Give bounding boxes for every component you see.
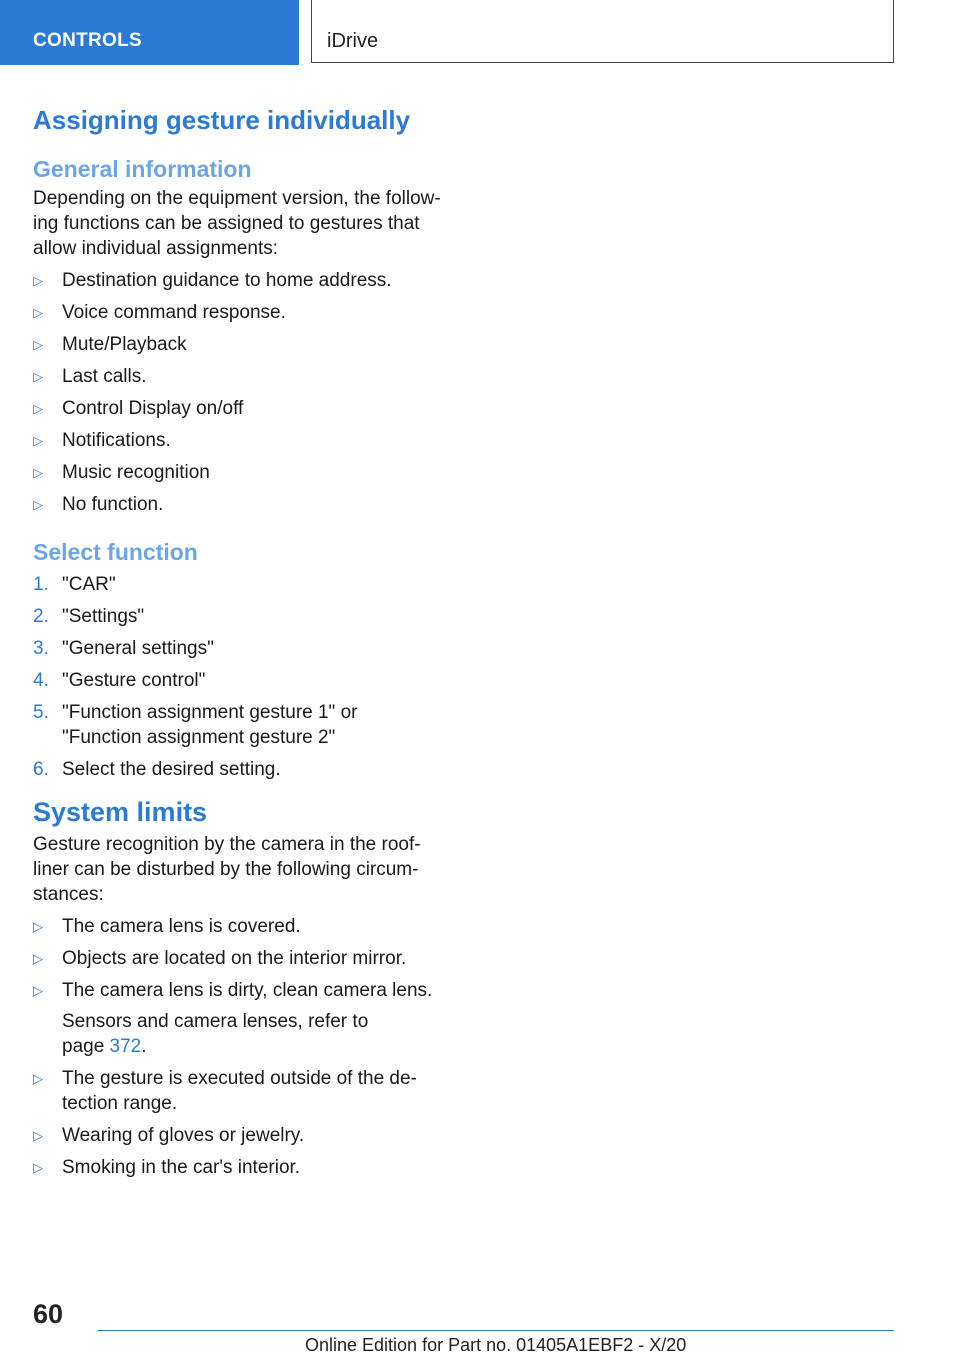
bullet-triangle-icon: ▷ xyxy=(33,983,43,998)
bullet-triangle-icon: ▷ xyxy=(33,497,43,512)
step-item xyxy=(33,757,453,782)
step-item xyxy=(33,668,453,693)
system-limits-list xyxy=(33,914,453,1180)
step-text: "Gesture control" xyxy=(62,670,206,691)
step-item xyxy=(33,700,453,750)
bullet-triangle-icon: ▷ xyxy=(33,1071,43,1086)
bullet-triangle-icon: ▷ xyxy=(33,401,43,416)
select-function-heading: Select function xyxy=(33,539,198,565)
list-item xyxy=(33,268,453,293)
gesture-function-list xyxy=(33,268,453,517)
system-limits-heading: System limits xyxy=(33,797,208,827)
limits-intro-line: Gesture recognition by the camera in the roof- xyxy=(33,834,421,855)
list-item xyxy=(33,428,453,453)
list-item-text: tection range. xyxy=(62,1093,178,1114)
list-item xyxy=(33,1066,453,1116)
note-text: Sensors and camera lenses, refer to xyxy=(62,1011,369,1032)
list-item-text: Music recognition xyxy=(62,462,210,483)
step-number: 5. xyxy=(33,702,49,723)
footer-divider xyxy=(97,1330,894,1331)
page-reference-link[interactable]: 372 xyxy=(109,1036,142,1057)
list-item-text: Destination guidance to home address. xyxy=(62,270,392,291)
note-prefix: page xyxy=(62,1036,110,1057)
list-item xyxy=(33,946,453,971)
general-intro-line: Depending on the equipment version, the follow- xyxy=(33,188,441,209)
footer-edition-text: Online Edition for Part no. 01405A1EBF2 - X/20 xyxy=(305,1335,687,1355)
header-chapter-label: iDrive xyxy=(327,30,379,52)
list-item-text: Smoking in the car's interior. xyxy=(62,1157,301,1178)
limits-intro-line: liner can be disturbed by the following circum- xyxy=(33,859,419,880)
list-item-text: The gesture is executed outside of the de- xyxy=(62,1068,417,1089)
list-item xyxy=(33,364,453,389)
list-item-text: Objects are located on the interior mirror. xyxy=(62,948,407,969)
limits-intro-line: stances: xyxy=(33,884,104,905)
general-intro-line: ing functions can be assigned to gestures that xyxy=(33,213,420,234)
list-item-text: Mute/Playback xyxy=(62,334,187,355)
step-number: 1. xyxy=(33,574,49,595)
list-item-text: Wearing of gloves or jewelry. xyxy=(62,1125,305,1146)
step-text: "Settings" xyxy=(62,606,145,627)
step-number: 2. xyxy=(33,606,49,627)
step-text: "CAR" xyxy=(62,574,116,595)
list-item xyxy=(33,332,453,357)
general-intro-line: allow individual assignments: xyxy=(33,238,279,259)
step-text: Select the desired setting. xyxy=(62,759,281,780)
step-item xyxy=(33,604,453,629)
bullet-triangle-icon: ▷ xyxy=(33,1160,43,1175)
step-text: "Function assignment gesture 2" xyxy=(62,727,336,748)
step-number: 6. xyxy=(33,759,49,780)
limits-intro xyxy=(33,832,453,907)
select-function-steps xyxy=(33,572,453,782)
cross-reference-note xyxy=(62,1009,453,1059)
list-item-text: Control Display on/off xyxy=(62,398,244,419)
bullet-triangle-icon: ▷ xyxy=(33,433,43,448)
list-item-text: Voice command response. xyxy=(62,302,286,323)
list-item xyxy=(33,914,453,939)
step-text: "General settings" xyxy=(62,638,214,659)
list-item xyxy=(33,1155,453,1180)
bullet-triangle-icon: ▷ xyxy=(33,1128,43,1143)
bullet-triangle-icon: ▷ xyxy=(33,951,43,966)
step-item xyxy=(33,636,453,661)
page-title: Assigning gesture individually xyxy=(33,105,411,135)
header-section-tab xyxy=(0,0,299,65)
bullet-triangle-icon: ▷ xyxy=(33,465,43,480)
list-item xyxy=(33,1123,453,1148)
page-number: 60 xyxy=(33,1299,64,1329)
step-number: 4. xyxy=(33,670,49,691)
bullet-triangle-icon: ▷ xyxy=(33,305,43,320)
list-item-text: No function. xyxy=(62,494,164,515)
list-item xyxy=(33,492,453,517)
header-chapter-box xyxy=(311,0,894,63)
general-information-heading: General information xyxy=(33,156,252,182)
page-content xyxy=(33,100,453,1180)
list-item-text: The camera lens is dirty, clean camera lens. xyxy=(62,980,433,1001)
list-item xyxy=(33,978,453,1059)
note-suffix: . xyxy=(141,1036,147,1057)
bullet-triangle-icon: ▷ xyxy=(33,337,43,352)
list-item-text: Notifications. xyxy=(62,430,171,451)
list-item xyxy=(33,396,453,421)
bullet-triangle-icon: ▷ xyxy=(33,369,43,384)
step-item xyxy=(33,572,453,597)
list-item xyxy=(33,300,453,325)
bullet-triangle-icon: ▷ xyxy=(33,273,43,288)
general-intro xyxy=(33,186,453,261)
step-text: "Function assignment gesture 1" or xyxy=(62,702,358,723)
list-item-text: The camera lens is covered. xyxy=(62,916,301,937)
bullet-triangle-icon: ▷ xyxy=(33,919,43,934)
list-item-text: Last calls. xyxy=(62,366,147,387)
list-item xyxy=(33,460,453,485)
step-number: 3. xyxy=(33,638,49,659)
header-section-label: CONTROLS xyxy=(33,30,143,51)
